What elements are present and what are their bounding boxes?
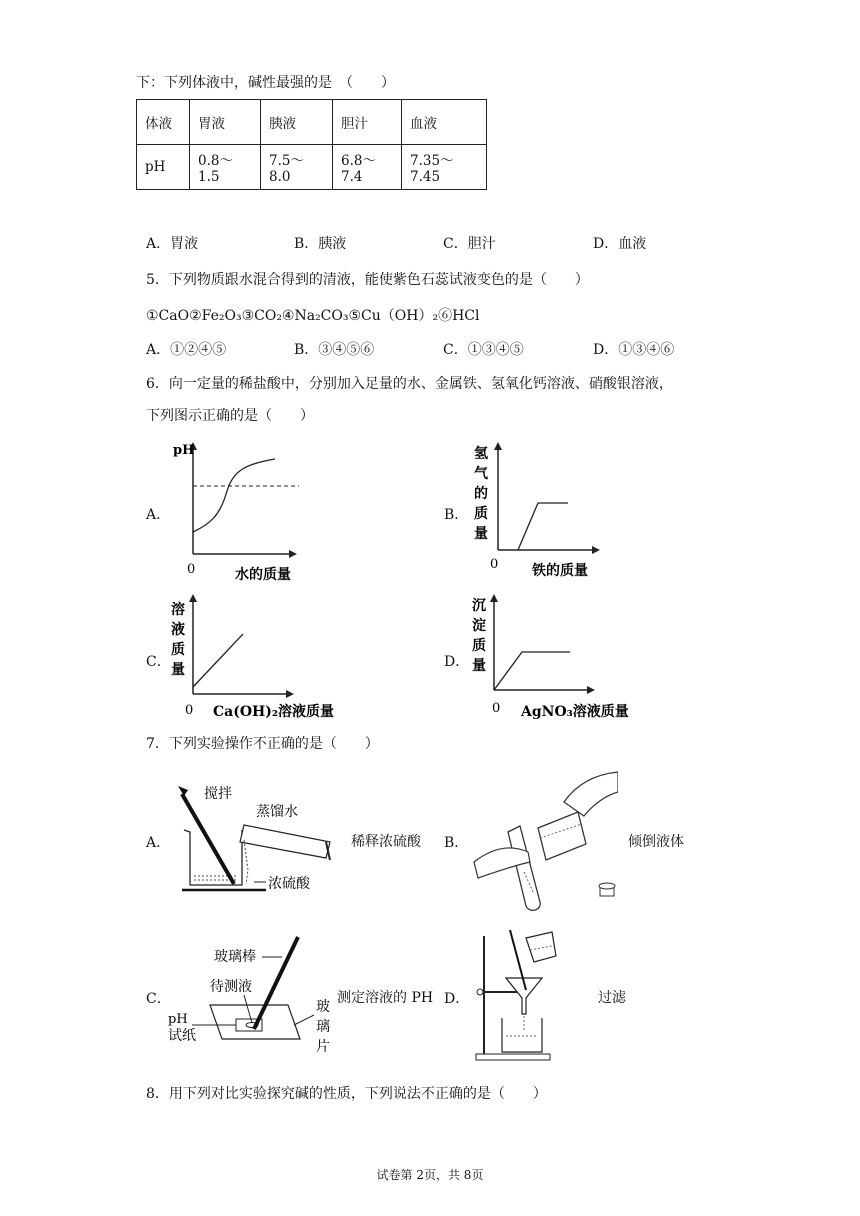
fig-b-label[interactable]: B． [444, 835, 469, 851]
graph-a-origin: 0 [187, 562, 196, 577]
graph-b-xlabel: 铁的质量 [532, 563, 588, 579]
table-cell: 胆汁 [333, 100, 402, 145]
fig-d-caption: 过滤 [598, 990, 626, 1006]
graph-a [165, 436, 315, 586]
fig-c-part-rod: 玻璃棒 [214, 949, 256, 965]
q5-stem: 5．下列物质跟水混合得到的清液，能使紫色石蕊试液变色的是（ ） [146, 272, 589, 288]
table-cell: 胃液 [190, 100, 261, 145]
fig-d-label[interactable]: D． [444, 991, 470, 1007]
fig-a-part-acid: 浓硫酸 [268, 876, 310, 892]
svg-text:质: 质 [171, 642, 185, 658]
q4-option-d[interactable]: D．血液 [593, 236, 647, 252]
graph-a-ylabel: pH [173, 443, 195, 458]
q5-option-c[interactable]: C．①③④⑤ [443, 342, 524, 358]
fig-c-part-sample: 待测液 [210, 979, 252, 995]
fig-c-part-ph: pH [168, 1012, 188, 1027]
fig-c-part-paper: 试纸 [168, 1028, 196, 1044]
graph-d-origin: 0 [492, 701, 501, 716]
graph-c [165, 592, 345, 722]
fig-c-label[interactable]: C． [146, 991, 171, 1007]
table-cell: 7.5～8.0 [261, 145, 333, 190]
q7-stem: 7．下列实验操作不正确的是（ ） [146, 736, 379, 752]
fig-a-part-water: 蒸馏水 [256, 804, 298, 820]
svg-text:质: 质 [472, 638, 486, 654]
fig-c-part-glass-3: 片 [316, 1039, 330, 1055]
svg-text:氢: 氢 [474, 446, 488, 462]
fig-d-filter [470, 928, 590, 1064]
fig-c-part-glass-2: 璃 [316, 1019, 330, 1035]
svg-text:质: 质 [474, 506, 488, 522]
svg-text:沉: 沉 [472, 598, 486, 614]
table-row [137, 145, 487, 190]
table-row [137, 100, 487, 145]
svg-text:淀: 淀 [472, 618, 486, 634]
q6-stem-line1: 6．向一定量的稀盐酸中，分别加入足量的水、金属铁、氢氧化钙溶液、硝酸银溶液， [146, 376, 673, 392]
table-cell: 6.8～7.4 [333, 145, 402, 190]
svg-text:量: 量 [472, 658, 486, 674]
graph-a-xlabel: 水的质量 [235, 567, 291, 583]
graph-b [468, 438, 618, 588]
q5-option-a[interactable]: A．①②④⑤ [146, 342, 227, 358]
graph-d-xlabel: AgNO₃溶液质量 [521, 704, 629, 720]
graph-d-ylabel [472, 598, 486, 674]
q4-stem: 下：下列体液中，碱性最强的是 （ ） [136, 75, 395, 91]
fig-c-ph-test [166, 925, 338, 1065]
fig-b-caption: 倾倒液体 [628, 834, 684, 850]
fig-c-part-glass-1: 玻 [316, 999, 330, 1015]
graph-c-origin: 0 [185, 703, 194, 718]
graph-c-xlabel: Ca(OH)₂溶液质量 [213, 704, 335, 720]
fig-a-dilution [170, 780, 350, 900]
q8-stem: 8．用下列对比实验探究碱的性质，下列说法不正确的是（ ） [146, 1086, 547, 1102]
ph-table [136, 99, 487, 190]
graph-a-label[interactable]: A． [146, 507, 171, 523]
table-cell: 胰液 [261, 100, 333, 145]
svg-text:液: 液 [171, 622, 185, 638]
table-cell: pH [137, 145, 190, 190]
graph-c-label[interactable]: C． [146, 654, 171, 670]
fig-a-label[interactable]: A． [146, 835, 171, 851]
graph-b-label[interactable]: B． [444, 507, 469, 523]
q4-option-b[interactable]: B．胰液 [294, 236, 347, 252]
q6-stem-line2: 下列图示正确的是（ ） [146, 408, 314, 424]
graph-d-label[interactable]: D． [444, 654, 470, 670]
q5-substances: ①CaO②Fe₂O₃③CO₂④Na₂CO₃⑤Cu（OH）₂⑥HCl [146, 308, 480, 324]
fig-c-caption: 测定溶液的 PH [337, 990, 434, 1006]
fig-a-caption: 稀释浓硫酸 [351, 834, 421, 850]
page-footer: 试卷第 2页，共 8页 [376, 1168, 484, 1182]
fig-b-pour [468, 762, 618, 912]
svg-text:的: 的 [474, 486, 488, 502]
table-cell: 7.35～7.45 [402, 145, 487, 190]
q5-option-b[interactable]: B．③④⑤⑥ [294, 342, 375, 358]
graph-b-origin: 0 [490, 557, 499, 572]
graph-c-ylabel [171, 601, 185, 678]
table-cell: 血液 [402, 100, 487, 145]
q4-option-c[interactable]: C．胆汁 [443, 236, 496, 252]
svg-text:气: 气 [474, 466, 488, 482]
graph-d [466, 592, 646, 722]
fig-a-part-stir: 搅拌 [204, 786, 232, 802]
graph-b-ylabel [474, 445, 489, 542]
q5-option-d[interactable]: D．①③④⑥ [593, 342, 675, 358]
svg-text:量: 量 [171, 662, 185, 678]
q4-option-a[interactable]: A．胃液 [146, 236, 199, 252]
table-cell: 体液 [137, 100, 190, 145]
svg-text:量: 量 [474, 526, 488, 542]
table-cell: 0.8～1.5 [190, 145, 261, 190]
svg-text:溶: 溶 [171, 602, 185, 618]
